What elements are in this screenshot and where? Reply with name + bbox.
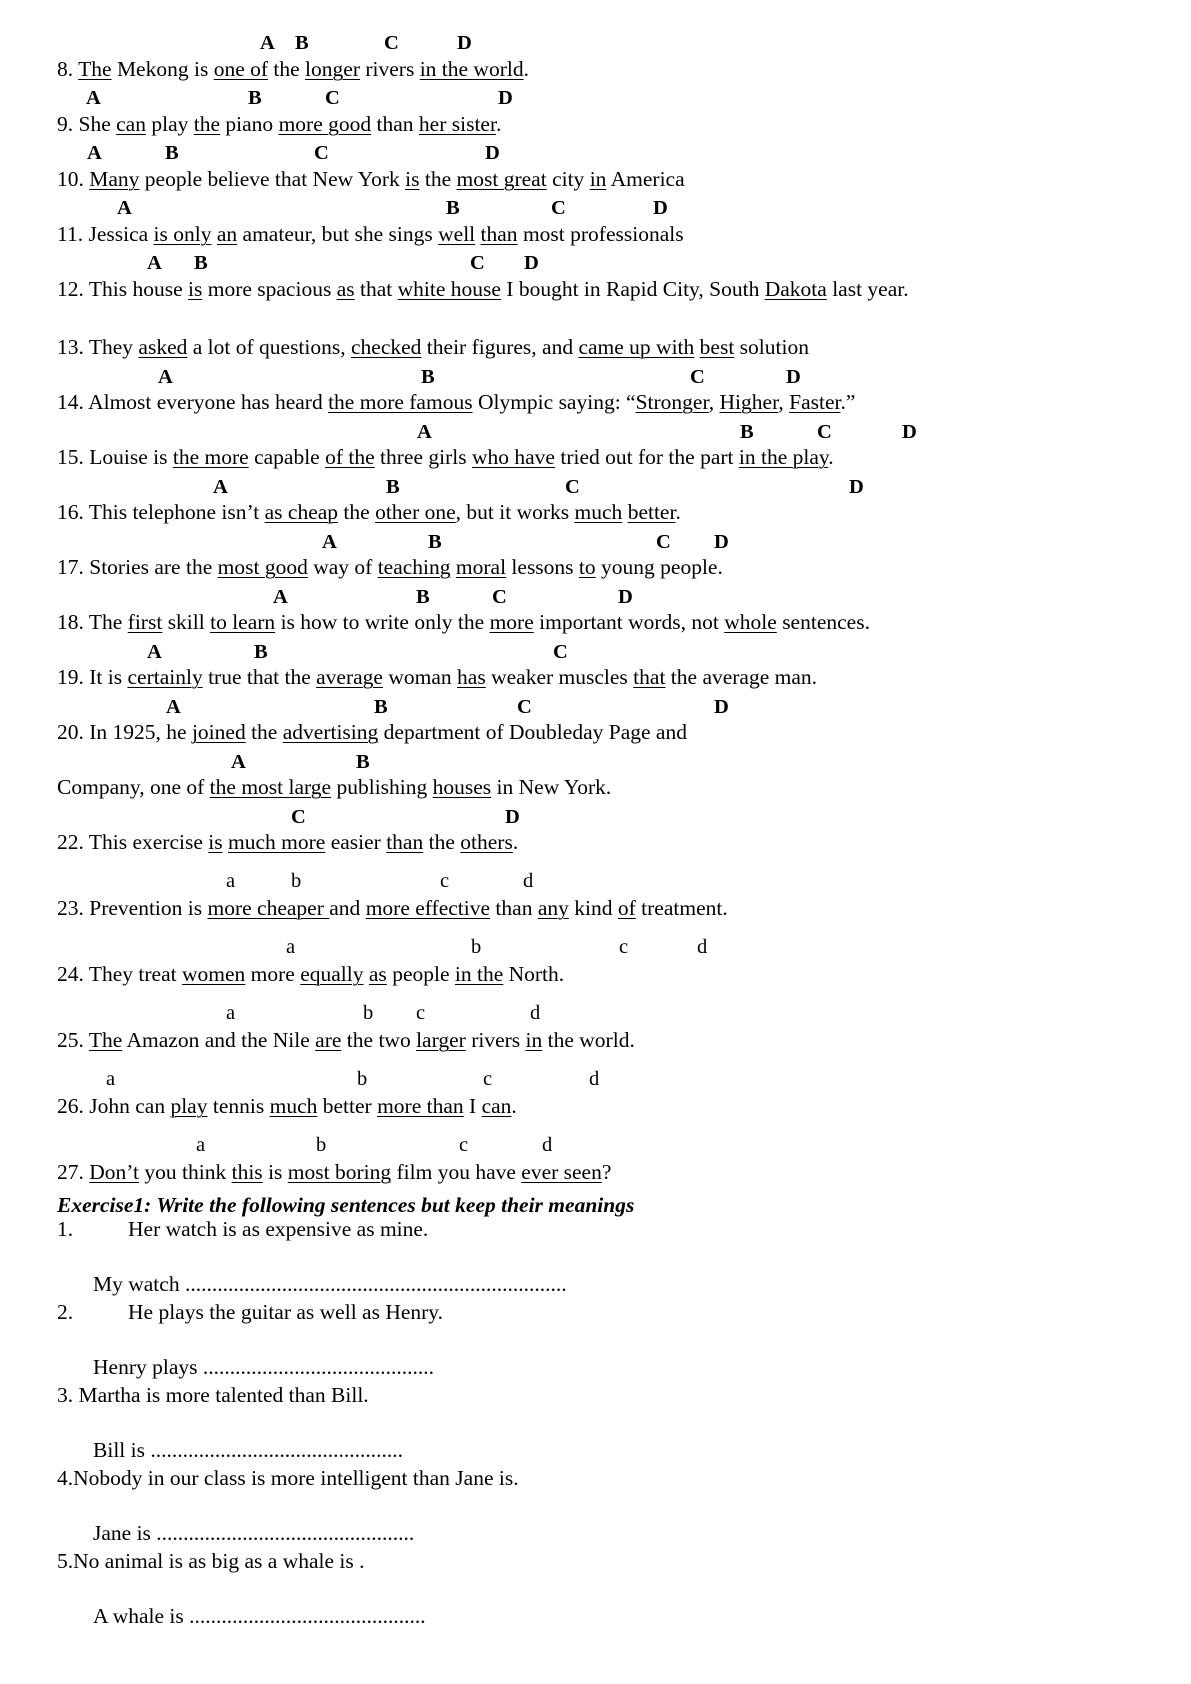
sentence-text: 18. The (57, 610, 128, 634)
sentence-text: that (354, 277, 398, 301)
underlined-option[interactable]: in the world (419, 57, 524, 81)
sentence-text: I (463, 1094, 482, 1118)
underlined-option[interactable]: most good (217, 555, 308, 579)
sentence-text: than (371, 112, 419, 136)
underlined-option[interactable]: larger (416, 1028, 466, 1052)
option-label-c: C (517, 696, 532, 718)
question-q20b (57, 774, 611, 800)
option-label-a: A (322, 531, 337, 553)
sentence-text: the average man. (665, 665, 818, 689)
sentence-text: last year. (826, 277, 909, 301)
underlined-option[interactable]: best (699, 335, 735, 359)
exercise-5-sentence: No animal is as big as a whale is . (73, 1549, 365, 1573)
underlined-option[interactable]: Don’t (89, 1160, 140, 1184)
option-label-b: B (428, 531, 442, 553)
option-label-a: A (260, 32, 275, 54)
option-label-a: a (226, 1002, 236, 1024)
exercise-5-answer[interactable]: A whale is ............................................ (93, 1604, 426, 1628)
underlined-option[interactable]: more good (278, 112, 372, 136)
option-label-c: C (817, 421, 832, 443)
underlined-option[interactable]: certainly (127, 665, 203, 689)
option-label-c: C (384, 32, 399, 54)
sentence-text: city (546, 167, 590, 191)
option-label-d: d (523, 870, 534, 892)
option-label-a: A (273, 586, 288, 608)
question-q26 (57, 1093, 517, 1119)
option-label-d: D (505, 806, 520, 828)
option-label-c: C (492, 586, 507, 608)
option-label-c: C (565, 476, 580, 498)
option-label-b: B (194, 252, 208, 274)
option-label-a: A (231, 751, 246, 773)
sentence-text: .” (840, 390, 856, 414)
sentence-text: 8. (57, 57, 79, 81)
exercise-1-sentence: Her watch is as expensive as mine. (128, 1217, 429, 1241)
sentence-text: , but it works (455, 500, 575, 524)
option-label-a: a (286, 936, 296, 958)
sentence-text: 27. (57, 1160, 90, 1184)
sentence-text: their figures, and (421, 335, 579, 359)
option-label-a: a (106, 1068, 116, 1090)
underlined-option[interactable]: longer (305, 57, 360, 81)
question-q20 (57, 719, 687, 745)
underlined-option[interactable]: asked (138, 335, 188, 359)
option-label-a: A (147, 641, 162, 663)
sentence-text: the (338, 500, 376, 524)
sentence-text: weaker muscles (485, 665, 634, 689)
underlined-option[interactable]: of (617, 896, 636, 920)
underlined-option[interactable]: equally (300, 962, 364, 986)
sentence-text: the (423, 830, 461, 854)
sentence-text: Amazon and the Nile (122, 1028, 316, 1052)
underlined-option[interactable]: has (457, 665, 486, 689)
underlined-option[interactable]: can (116, 112, 146, 136)
underlined-option[interactable]: came up with (578, 335, 695, 359)
question-q12 (57, 276, 909, 302)
question-q27 (57, 1159, 611, 1185)
sentence-text: . (511, 1094, 517, 1118)
option-label-b: B (248, 87, 262, 109)
sentence-text: most professionals (517, 222, 684, 246)
underlined-option[interactable]: the most large (209, 775, 332, 799)
option-label-a: a (196, 1134, 206, 1156)
sentence-text: play (145, 112, 194, 136)
question-q14 (57, 389, 855, 415)
underlined-option[interactable]: than (386, 830, 424, 854)
sentence-text: is (262, 1160, 288, 1184)
option-label-d: D (653, 197, 668, 219)
sentence-text: woman (382, 665, 458, 689)
sentence-text: is how to write only the (275, 610, 490, 634)
underlined-option[interactable]: one of (213, 57, 269, 81)
sentence-text: piano (220, 112, 279, 136)
exercise-2-answer[interactable]: Henry plays ........................................... (93, 1355, 434, 1379)
underlined-option[interactable]: houses (432, 775, 492, 799)
question-q11 (57, 221, 684, 247)
underlined-option[interactable]: the more (172, 445, 249, 469)
sentence-text: 13. They (57, 335, 139, 359)
sentence-text: amateur, but she sings (237, 222, 439, 246)
option-label-d: d (542, 1134, 553, 1156)
option-label-b: B (165, 142, 179, 164)
sentence-text: 10. (57, 167, 90, 191)
underlined-option[interactable]: well (438, 222, 476, 246)
question-q15 (57, 444, 834, 470)
underlined-option[interactable]: her sister (418, 112, 496, 136)
underlined-option[interactable]: average (316, 665, 383, 689)
option-label-a: a (226, 870, 236, 892)
option-label-a: A (158, 366, 173, 388)
option-label-d: D (786, 366, 801, 388)
underlined-option[interactable]: is (405, 167, 420, 191)
sentence-text: . (675, 500, 681, 524)
sentence-text: important words, not (533, 610, 725, 634)
underlined-option[interactable]: moral (455, 555, 507, 579)
underlined-option[interactable]: the (193, 112, 221, 136)
underlined-option[interactable]: in (525, 1028, 543, 1052)
underlined-option[interactable]: are (315, 1028, 342, 1052)
underlined-option[interactable]: in the (454, 962, 504, 986)
underlined-option[interactable]: other one (375, 500, 456, 524)
sentence-text: way of (307, 555, 378, 579)
option-label-d: d (589, 1068, 600, 1090)
option-label-d: D (714, 696, 729, 718)
sentence-text: , (778, 390, 790, 414)
option-label-d: d (697, 936, 708, 958)
option-label-c: C (656, 531, 671, 553)
option-label-d: D (498, 87, 513, 109)
sentence-text: publishing (331, 775, 433, 799)
underlined-option[interactable]: much (269, 1094, 318, 1118)
sentence-text: I bought in Rapid City, South (500, 277, 765, 301)
underlined-option[interactable]: to (578, 555, 596, 579)
question-q17 (57, 554, 723, 580)
sentence-text: 11. Jessica (57, 222, 154, 246)
option-label-a: A (417, 421, 432, 443)
sentence-text: 14. Almost everyone has heard (57, 390, 329, 414)
question-q18 (57, 609, 870, 635)
sentence-text: America (606, 167, 685, 191)
sentence-text: you think (139, 1160, 232, 1184)
sentence-text: 22. This exercise (57, 830, 209, 854)
sentence-text: 16. This telephone isn’t (57, 500, 265, 524)
option-label-d: D (485, 142, 500, 164)
option-label-d: D (618, 586, 633, 608)
sentence-text: more spacious (202, 277, 337, 301)
sentence-text: ? (601, 1160, 612, 1184)
sentence-text: rivers (359, 57, 420, 81)
question-q19 (57, 664, 817, 690)
underlined-option[interactable]: that (633, 665, 666, 689)
option-label-c: C (314, 142, 329, 164)
sentence-text: kind (568, 896, 618, 920)
exercise-3-answer[interactable]: Bill is ............................................... (93, 1438, 403, 1462)
underlined-option[interactable]: in the play (738, 445, 829, 469)
option-label-a: A (86, 87, 101, 109)
underlined-option[interactable]: The (88, 1028, 123, 1052)
sentence-text: tennis (207, 1094, 270, 1118)
underlined-option[interactable]: Stronger (635, 390, 709, 414)
underlined-option[interactable]: much more (227, 830, 326, 854)
underlined-option[interactable]: is (188, 277, 203, 301)
underlined-option[interactable]: better (627, 500, 676, 524)
underlined-option[interactable]: of the (325, 445, 375, 469)
exercise-4-number: 4. (57, 1466, 74, 1490)
exercise-5-number: 5. (57, 1549, 74, 1573)
sentence-text: and (329, 896, 366, 920)
exercise-1-number: 1. (57, 1217, 74, 1241)
option-label-b: B (374, 696, 388, 718)
underlined-option[interactable]: the more famous (328, 390, 473, 414)
option-label-b: B (386, 476, 400, 498)
question-q25 (57, 1027, 635, 1053)
sentence-text: 24. They treat (57, 962, 182, 986)
sentence-text: 25. (57, 1028, 89, 1052)
sentence-text: lessons (506, 555, 579, 579)
option-label-d: D (714, 531, 729, 553)
option-label-c: c (483, 1068, 493, 1090)
exercise-1-answer[interactable]: My watch ....................................................................... (93, 1272, 567, 1296)
option-label-b: b (363, 1002, 374, 1024)
exercise-2-line (57, 1299, 444, 1325)
sentence-text: . (495, 112, 502, 136)
option-label-c: C (690, 366, 705, 388)
sentence-text: 23. Prevention is (57, 896, 208, 920)
option-label-c: C (551, 197, 566, 219)
underlined-option[interactable]: play (170, 1094, 208, 1118)
underlined-option[interactable]: as (368, 962, 387, 986)
sentence-text: Company, one of (57, 775, 210, 799)
option-label-c: C (325, 87, 340, 109)
exercise-1-line (57, 1216, 429, 1242)
sentence-text: than (490, 896, 538, 920)
sentence-text: the world. (542, 1028, 635, 1052)
option-label-c: C (470, 252, 485, 274)
underlined-option[interactable]: The (78, 57, 112, 81)
sentence-text: tried out for the part (554, 445, 739, 469)
exercise-heading: Exercise1: Write the following sentences but keep their meanings (57, 1193, 635, 1217)
question-q9 (57, 111, 501, 137)
underlined-option[interactable]: teaching (377, 555, 451, 579)
question-q8 (57, 56, 529, 82)
underlined-option[interactable]: others (460, 830, 513, 854)
sentence-text: the (419, 167, 457, 191)
option-label-b: B (295, 32, 309, 54)
option-label-b: b (471, 936, 482, 958)
sentence-text: Olympic saying: “ (472, 390, 636, 414)
underlined-option[interactable]: who have (471, 445, 555, 469)
question-q13 (57, 334, 809, 360)
underlined-option[interactable]: more than (377, 1094, 464, 1118)
sentence-text: sentences. (776, 610, 870, 634)
sentence-text: Mekong is (111, 57, 214, 81)
option-label-b: B (356, 751, 370, 773)
sentence-text: department of Doubleday Page and (378, 720, 687, 744)
underlined-option[interactable]: an (216, 222, 238, 246)
underlined-option[interactable]: in (589, 167, 607, 191)
sentence-text: people (386, 962, 455, 986)
sentence-text: capable (248, 445, 326, 469)
question-q22 (57, 829, 518, 855)
underlined-option[interactable]: more cheaper (207, 896, 330, 920)
option-label-b: B (254, 641, 268, 663)
underlined-option[interactable]: checked (351, 335, 422, 359)
option-label-d: D (849, 476, 864, 498)
option-label-c: c (440, 870, 450, 892)
underlined-option[interactable]: Dakota (764, 277, 827, 301)
sentence-text: the (268, 57, 306, 81)
underlined-option[interactable]: Faster (789, 390, 841, 414)
underlined-option[interactable]: much (574, 500, 623, 524)
option-label-c: C (291, 806, 306, 828)
exercise-2-number: 2. (57, 1300, 74, 1324)
question-q16 (57, 499, 681, 525)
sentence-text: 19. It is (57, 665, 128, 689)
underlined-option[interactable]: joined (191, 720, 246, 744)
question-q23 (57, 895, 728, 921)
exercise-2-sentence: He plays the guitar as well as Henry. (128, 1300, 444, 1324)
underlined-option[interactable]: most boring (287, 1160, 392, 1184)
underlined-option[interactable]: Many (89, 167, 140, 191)
option-label-c: c (619, 936, 629, 958)
exercise-3-sentence: Martha is more talented than Bill. (78, 1383, 369, 1407)
sentence-text: 12. This house (57, 277, 188, 301)
exercise-3-number: 3. (57, 1383, 74, 1407)
option-label-b: B (740, 421, 754, 443)
option-label-d: D (902, 421, 917, 443)
underlined-option[interactable]: advertising (282, 720, 379, 744)
underlined-option[interactable]: more effective (365, 896, 491, 920)
option-label-d: D (524, 252, 539, 274)
sentence-text: three girls (374, 445, 472, 469)
option-label-a: A (147, 252, 162, 274)
sentence-text: 15. Louise is (57, 445, 173, 469)
sentence-text: the (245, 720, 283, 744)
underlined-option[interactable]: as cheap (264, 500, 339, 524)
underlined-option[interactable]: Higher (719, 390, 779, 414)
option-label-c: C (553, 641, 568, 663)
sentence-text: treatment. (635, 896, 728, 920)
option-label-d: d (530, 1002, 541, 1024)
question-q24 (57, 961, 564, 987)
sentence-text: better (317, 1094, 378, 1118)
sentence-text: young people. (595, 555, 723, 579)
exercise-4-line (57, 1465, 519, 1491)
exercise-4-answer[interactable]: Jane is ................................................ (93, 1521, 415, 1545)
option-label-a: A (213, 476, 228, 498)
sentence-text: solution (734, 335, 809, 359)
sentence-text: skill (162, 610, 211, 634)
sentence-text: in New York. (491, 775, 612, 799)
option-label-c: c (459, 1134, 469, 1156)
underlined-option[interactable]: first (127, 610, 163, 634)
sentence-text: 26. John can (57, 1094, 171, 1118)
sentence-text: 17. Stories are the (57, 555, 218, 579)
exercise-4-sentence: Nobody in our class is more intelligent than Jane is. (73, 1466, 519, 1490)
sentence-text: North. (503, 962, 565, 986)
sentence-text: 9. She (57, 112, 117, 136)
option-label-a: A (87, 142, 102, 164)
underlined-option[interactable]: is (208, 830, 223, 854)
option-label-a: A (117, 197, 132, 219)
option-label-c: c (416, 1002, 426, 1024)
underlined-option[interactable]: ever seen (521, 1160, 602, 1184)
sentence-text: , (708, 390, 720, 414)
sentence-text: . (523, 57, 529, 81)
question-q10 (57, 166, 685, 192)
underlined-option[interactable]: more (489, 610, 534, 634)
sentence-text: rivers (465, 1028, 526, 1052)
underlined-option[interactable]: can (481, 1094, 512, 1118)
option-label-b: b (357, 1068, 368, 1090)
sentence-text: true that the (202, 665, 317, 689)
exercise-3-line (57, 1382, 369, 1408)
underlined-option[interactable]: than (480, 222, 518, 246)
underlined-option[interactable]: this (231, 1160, 263, 1184)
sentence-text: the two (341, 1028, 417, 1052)
underlined-option[interactable]: most great (456, 167, 547, 191)
sentence-text: film you have (391, 1160, 522, 1184)
sentence-text: easier (325, 830, 387, 854)
option-label-a: A (166, 696, 181, 718)
exercise-5-line (57, 1548, 365, 1574)
underlined-option[interactable]: women (181, 962, 246, 986)
underlined-option[interactable]: white house (397, 277, 501, 301)
option-label-b: B (416, 586, 430, 608)
underlined-option[interactable]: to learn (210, 610, 276, 634)
sentence-text: 20. In 1925, he (57, 720, 192, 744)
sentence-text: people believe that New York (139, 167, 406, 191)
sentence-text: more (245, 962, 301, 986)
option-label-b: B (446, 197, 460, 219)
sentence-text: a lot of questions, (187, 335, 351, 359)
option-label-b: B (421, 366, 435, 388)
option-label-b: b (316, 1134, 327, 1156)
sentence-text: . (828, 445, 834, 469)
underlined-option[interactable]: whole (724, 610, 777, 634)
underlined-option[interactable]: any (537, 896, 569, 920)
option-label-b: b (291, 870, 302, 892)
option-label-d: D (457, 32, 472, 54)
underlined-option[interactable]: is only (153, 222, 212, 246)
sentence-text: . (512, 830, 519, 854)
underlined-option[interactable]: as (336, 277, 355, 301)
